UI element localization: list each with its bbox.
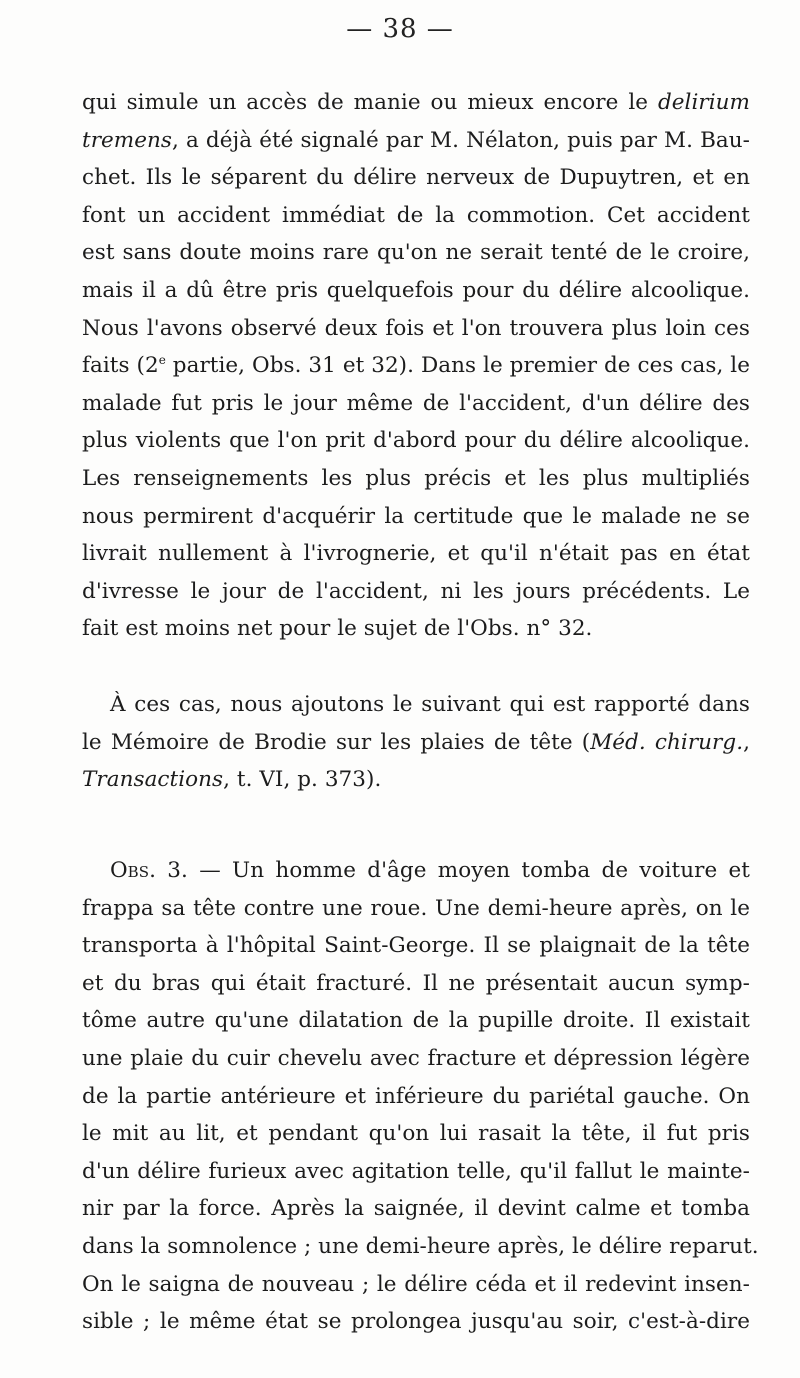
italic-text: Méd. chirurg.	[590, 729, 744, 755]
text-segment: Les renseignements les plus précis et les plus multipliés	[82, 465, 750, 491]
text-segment: transporta à l'hôpital Saint-George. Il se plaignait de la tête	[82, 933, 750, 959]
text-segment: — Un homme d'âge moyen tomba de voiture et	[187, 858, 750, 883]
text-line	[82, 852, 750, 890]
superscript: e	[158, 353, 166, 367]
paragraph-2	[82, 686, 750, 799]
text-line	[82, 1190, 750, 1228]
text-segment: livrait nullement à l'ivrognerie, et qu'il n'était pas en état	[82, 541, 750, 567]
text-line	[82, 535, 750, 573]
text-line	[82, 724, 750, 762]
page-number: — 38 —	[346, 14, 454, 44]
text-line	[82, 610, 750, 648]
text-line	[82, 159, 750, 197]
text-segment: malade fut pris le jour même de l'accident, d'un délire des	[82, 390, 750, 416]
text-line	[82, 84, 750, 122]
text-segment: sible ; le même état se prolongea jusqu'au soir, c'est-à-dire	[82, 1309, 750, 1335]
text-segment: font un accident immédiat de la commotion. Cet accident	[82, 202, 750, 228]
text-segment: de la partie antérieure et inférieure du pariétal gauche. On	[82, 1083, 750, 1109]
text-segment: Nous l'avons observé deux fois et l'on trouvera plus loin ces	[82, 315, 750, 341]
text-line	[82, 347, 750, 385]
text-segment: , t. VI, p. 373).	[223, 767, 382, 793]
text-segment: plus violents que l'on prit d'abord pour du délire alcoolique.	[82, 428, 750, 454]
text-line	[82, 1266, 750, 1304]
text-line	[82, 573, 750, 611]
text-segment: partie, Obs. 31 et 32). Dans le premier de ces cas, le	[165, 353, 750, 379]
text-segment: faits (2	[82, 353, 159, 379]
text-line	[82, 1228, 759, 1266]
text-line	[82, 310, 750, 348]
text-line	[82, 686, 750, 724]
paragraph-1	[82, 84, 750, 648]
text-segment: ,	[743, 729, 750, 755]
text-line	[82, 272, 750, 310]
text-line	[82, 197, 750, 235]
text-line	[82, 1078, 750, 1116]
text-segment: frappa sa tête contre une roue. Une demi-heure après, on le	[82, 895, 750, 921]
text-segment: le mit au lit, et pendant qu'on lui rasait la tête, il fut pris	[82, 1121, 750, 1147]
italic-text: delirium	[657, 90, 750, 115]
text-segment: d'un délire furieux avec agitation telle, qu'il fallut le mainte-	[82, 1158, 750, 1184]
text-line	[82, 234, 750, 272]
text-line	[82, 1115, 750, 1153]
text-segment: et du bras qui était fracturé. Il ne présentait aucun symp-	[82, 970, 750, 996]
text-segment: tôme autre qu'une dilatation de la pupille droite. Il existait	[82, 1008, 750, 1034]
text-segment: dans la somnolence ; une demi-heure après, le délire reparut.	[82, 1233, 759, 1259]
text-segment: le Mémoire de Brodie sur les plaies de tête (	[82, 729, 591, 755]
text-segment: chet. Ils le séparent du délire nerveux de Dupuytren, et en	[82, 165, 750, 191]
text-line	[82, 1153, 750, 1191]
text-line	[82, 890, 750, 928]
text-line	[82, 965, 750, 1003]
text-segment: On le saigna de nouveau ; le délire céda et il redevint insen-	[82, 1271, 750, 1297]
text-segment: d'ivresse le jour de l'accident, ni les jours précédents. Le	[82, 578, 750, 604]
text-segment: qui simule un accès de manie ou mieux encore le	[82, 90, 658, 115]
text-segment: nir par la force. Après la saignée, il devint calme et tomba	[82, 1196, 750, 1222]
text-segment: fait est moins net pour le sujet de l'Obs. n° 32.	[82, 616, 593, 642]
text-segment: mais il a dû être pris quelquefois pour du délire alcoolique.	[82, 277, 750, 303]
italic-text: Transactions	[82, 767, 224, 793]
text-line	[82, 927, 750, 965]
text-segment: À ces cas, nous ajoutons le suivant qui est rapporté dans	[110, 692, 750, 717]
italic-text: tremens	[82, 127, 172, 153]
text-line	[82, 422, 750, 460]
paragraph-3-observation	[82, 852, 759, 1341]
text-line	[82, 1040, 750, 1078]
observation-label: Obs. 3.	[110, 858, 188, 883]
text-segment: nous permirent d'acquérir la certitude que le malade ne se	[82, 503, 750, 529]
text-line	[82, 122, 750, 160]
text-segment: est sans doute moins rare qu'on ne serait tenté de le croire,	[82, 240, 750, 266]
text-line	[82, 1303, 750, 1341]
text-segment: une plaie du cuir chevelu avec fracture et dépression légère	[82, 1045, 750, 1071]
text-line	[82, 385, 750, 423]
text-line	[82, 460, 750, 498]
text-line	[82, 498, 750, 536]
text-line	[82, 1002, 750, 1040]
text-segment: , a déjà été signalé par M. Nélaton, puis par M. Bau-	[171, 127, 750, 153]
text-line	[82, 761, 750, 799]
